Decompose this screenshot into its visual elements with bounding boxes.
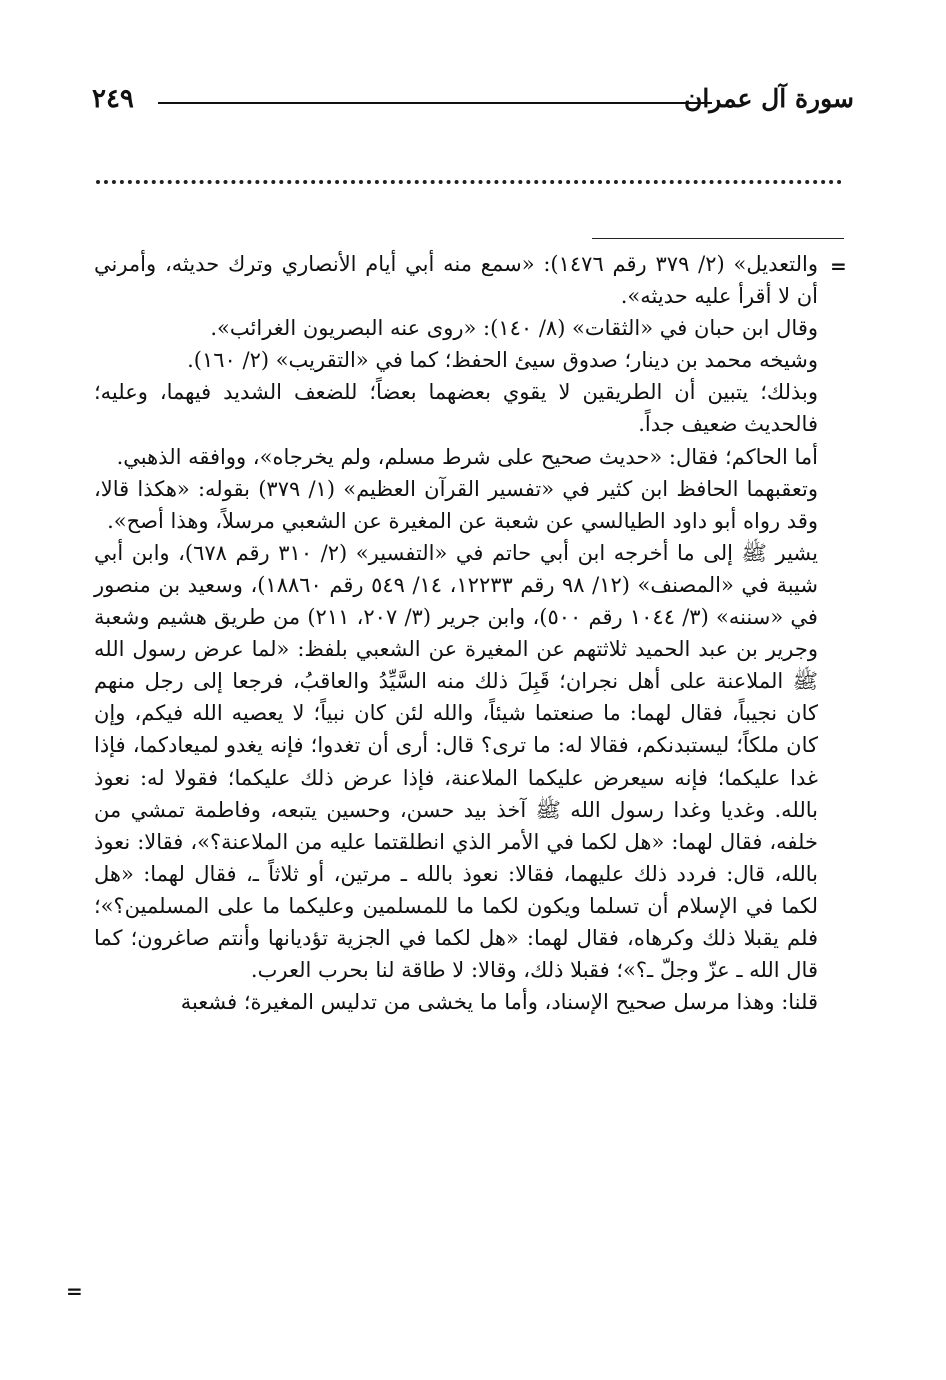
continuation-marker-top: = xyxy=(830,254,847,278)
paragraph-5: أما الحاكم؛ فقال: «حديث صحيح على شرط مسلم، ولم يخرجاه»، ووافقه الذهبي. xyxy=(116,444,818,469)
paragraph-2: وقال ابن حبان في «الثقات» (٨/ ١٤٠): «روى عنه البصريون الغرائب». xyxy=(210,316,818,341)
page-header xyxy=(92,78,854,122)
paragraph-4: وبذلك؛ يتبين أن الطريقين لا يقوي بعضهما بعضاً؛ للضعف الشديد فيهما، وعليه؛ فالحديث ضعيف جداً. xyxy=(94,380,818,437)
paragraph-6: وتعقبهما الحافظ ابن كثير في «تفسير القرآن العظيم» (١/ ٣٧٩) بقوله: «هكذا قالا، وقد رواه أبو داود الطيالسي عن شعبة عن المغيرة عن الشعبي مرسلاً، وهذا أصح». xyxy=(94,476,818,533)
paragraph-1: والتعديل» (٢/ ٣٧٩ رقم ١٤٧٦): «سمع منه أبي أيام الأنصاري وترك حديثه، وأمرني أن لا أقرأ عليه حديثه». xyxy=(94,252,818,309)
continuation-marker-bottom: = xyxy=(66,1279,83,1303)
page-number: ٢٤٩ xyxy=(92,84,134,114)
paragraph-8: قلنا: وهذا مرسل صحيح الإسناد، وأما ما يخشى من تدليس المغيرة؛ فشعبة xyxy=(180,990,818,1015)
dotted-separator xyxy=(96,180,842,184)
paragraph-3: وشيخه محمد بن دينار؛ صدوق سيئ الحفظ؛ كما في «التقريب» (٢/ ١٦٠). xyxy=(187,348,818,373)
footnote-rule xyxy=(592,238,844,239)
surah-title: سورة آل عمران xyxy=(683,84,854,113)
header-rule xyxy=(158,102,712,104)
paragraph-7: يشير ﷺ إلى ما أخرجه ابن أبي حاتم في «التفسير» (٢/ ٣١٠ رقم ٦٧٨)، وابن أبي شيبة في «المصنف» (١٢/ ٩٨ رقم ١٢٢٣٣، ١٤/ ٥٤٩ رقم ١٨٨٦٠)، وسعيد بن منصور في «سننه» (٣/ ١٠٤٤ رقم ٥٠٠)، وابن جرير (٣/ ٢٠٧، ٢١١) من طريق هشيم وشعبة وجرير بن عبد الحميد ثلاثتهم عن المغيرة عن الشعبي بلفظ: «لما عرض رسول الله ﷺ الملاعنة على أهل نجران؛ قَبِلَ ذلك منه السَّيِّدُ والعاقبُ، فرجعا إلى رجل منهم كان نجيباً، فقال لهما: ما صنعتما شيئاً، والله لئن كان نبياً؛ لا يعصيه الله فيكم، وإن كان ملكاً؛ ليستبدنكم، فقالا له: ما ترى؟ قال: أرى أن تغدوا؛ فإنه يغدو لميعادكما، فإذا غدا عليكما؛ فإنه سيعرض عليكما الملاعنة، فإذا عرض ذلك عليكما؛ فقولا له: نعوذ بالله. وغديا وغدا رسول الله ﷺ آخذ بيد حسن، وحسين يتبعه، وفاطمة تمشي من خلفه، فقال لهما: «هل لكما في الأمر الذي انطلقتما عليه من الملاعنة؟»، فقالا: نعوذ بالله، قال: فردد ذلك عليهما، فقالا: نعوذ بالله ـ مرتين، أو ثلاثاً ـ، فقال لهما: «هل لكما في الإسلام أن تسلما ويكون لكما ما للمسلمين وعليكما ما على المسلمين؟»؛ فلم يقبلا ذلك وكرهاه، فقال لهما: «هل لكما في الجزية تؤديانها وأنتم صاغرون؛ كما قال الله ـ عزّ وجلّ ـ؟»؛ فقبلا ذلك، وقالا: لا طاقة لنا بحرب العرب. xyxy=(94,540,818,983)
footnote-text xyxy=(94,248,818,1018)
